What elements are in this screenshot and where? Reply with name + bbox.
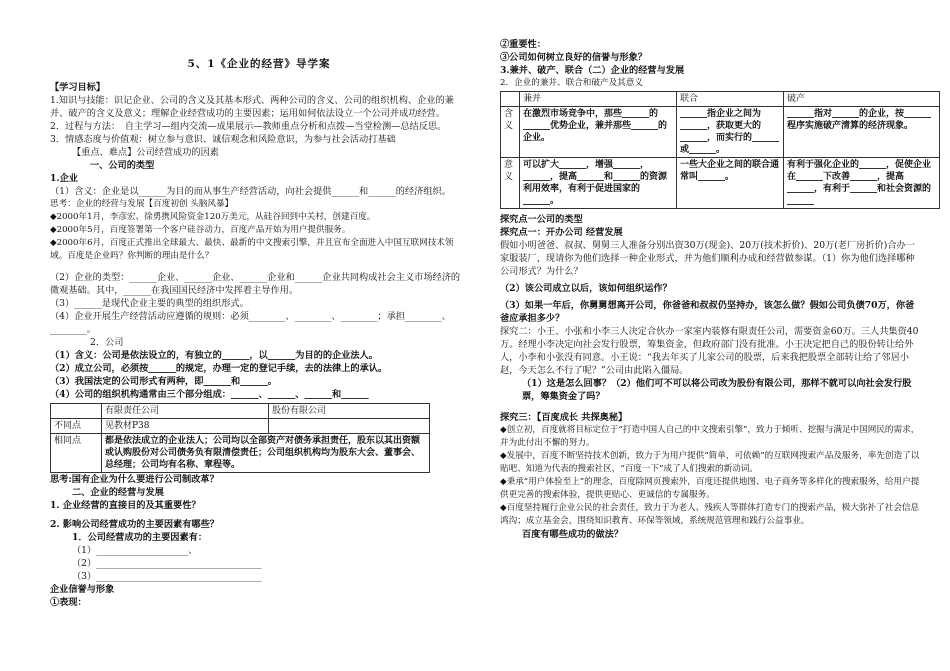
success-factor-3: （3）____________________________________	[72, 571, 262, 582]
page-title: 5、1《企业的经营》导学案	[187, 58, 331, 70]
explore-2-questions: （1）这是怎么回事？（2）他们可不可以将公司改为股份有限公司，那样不就可以向社会发行股票，筹集资金了吗？	[522, 378, 912, 402]
merger-subheading: 2．企业的兼并、联合和破产及其意义	[500, 78, 643, 88]
table1-cell-llc: 见教材P38	[102, 419, 269, 434]
objective-process: 2．过程与方法： 自主学习—组内交流—成果展示—教师重点分析和点拨—当堂检测—总结反思。	[50, 121, 447, 132]
company-comparison-table	[50, 403, 430, 473]
table2-header-union: 联合	[677, 92, 784, 107]
success-factor-1: （1）____________________、	[72, 545, 198, 556]
table1-header-jsc: 股份有限公司	[269, 404, 430, 419]
question-success-factors: 2. 影响公司经营成功的主要因素有哪些？	[50, 519, 219, 530]
table2-header-bankruptcy: 破产	[784, 92, 940, 107]
enterprise-rules: （4）企业开展生产经营活动应遵循的规则：必须________、________、________；承担________、________。	[50, 311, 451, 335]
table2-union-significance: 一些大企业之间的联合通常叫______。	[677, 158, 784, 209]
enterprise-types: （2）企业的类型：______企业、______企业、______企业和______企业共同构成社会主义市场经济的微观基础。其中，______在我国国民经济中发挥着主导作用。	[50, 272, 461, 296]
explore-3-question: 百度有哪些成功的做法？	[522, 529, 624, 540]
reputation-question: ③公司如何树立良好的信誉与形象？	[500, 52, 647, 63]
success-factors-heading: 1．公司经营成功的主要因素有：	[72, 532, 208, 543]
subheading-enterprise: 1.企业	[50, 173, 78, 184]
company-forms: （3）我国法定的公司形式有两种，即______和______。	[50, 376, 277, 387]
table2-bankruptcy-significance: 有利于强化企业的______，促使企业在______下改善______，提高______，有利于______和社会资源的______	[784, 158, 940, 209]
baidu-fact-1: ◆2000年1月，李彦宏、徐勇携风险资金120万美元，从硅谷回到中关村，创建百度。	[50, 212, 376, 222]
baidu-fact-2: ◆2000年5月，百度签署第一个客户硅谷动力，百度产品开始为用户提供服务。	[50, 225, 351, 235]
table1-cell-jsc	[269, 419, 430, 434]
table2-row-significance: 意义	[501, 158, 520, 209]
key-points: 【重点、难点】公司经营成功的因素	[72, 147, 219, 158]
table2-bankruptcy-meaning: ______指对______的企业，按______程序实施破产清算的经济现象。	[784, 107, 940, 158]
table2-row-meaning: 含义	[501, 107, 520, 158]
reputation-manifestation: ①表现：	[50, 597, 87, 608]
think-baidu-start: 思考：企业的经营与发展【百度初创 头脑风暴】	[50, 199, 234, 209]
table1-header-llc: 有限责任公司	[102, 404, 269, 419]
table2-merger-meaning: 在激烈市场竞争中，那些______的______优势企业，兼并那些______的企业。	[520, 107, 677, 158]
objective-knowledge: 1.知识与技能：识记企业、公司的含义及其基本形式、两种公司的含义、公司的组织机构、企业的兼并、破产的含义及意义；理解企业经营成功的主要因素；运用如何依法设立一个公司并成功经营。	[50, 95, 454, 119]
left-column	[50, 0, 468, 609]
table2-corner	[501, 92, 520, 107]
enterprise-form: （3）______是现代企业主要的典型的组织形式。	[50, 298, 249, 309]
right-column	[500, 0, 932, 541]
section-operation: 二、企业的经营与发展	[72, 487, 164, 498]
baidu-success-3: ◆秉承“用户体验至上”的理念，百度除网页搜索外，百度还提供地图、电子商务等多样化的搜索服务，给用户提供更完善的搜索体验，提供更贴心、更诚信的专属服务。	[500, 477, 920, 500]
section-company-types: 一、公司的类型	[90, 160, 155, 171]
merger-table	[500, 91, 940, 209]
table1-cell-similarities: 都是依法成立的企业法人；公司均以全部资产对债务承担责任，股东以其出资额或认购股份对公司债务负有限清偿责任；公司组织机构均为股东大会、董事会、总经理；公司均有名称、章程等。	[102, 434, 430, 473]
explore-1-title: 探究点一：开办公司 经营发展	[500, 227, 623, 238]
objectives-heading: 【学习目标】	[50, 82, 106, 93]
table2-union-meaning: ______指企业之间为______，获取更大的______，而实行的______或______。	[677, 107, 784, 158]
explore-1-question-2: （2）该公司成立以后，该如何组织运作？	[500, 283, 672, 294]
table2-header-merger: 兼并	[520, 92, 677, 107]
company-definition: （1）含义：公司是依法设立的，有独立的______，以______为目的的企业法人。	[50, 350, 378, 361]
table1-corner	[51, 404, 102, 419]
explore-1-heading: 探究点一公司的类型	[500, 214, 583, 225]
explore-1-scenario: 假如小明爸爸、叔叔、舅舅三人准备分别出资30万(现金)、20万(技术折价)、20万(老厂房折价)合办一家服装厂，现请你为他们选择一种企业形式，并为他们顺利办成和经营做参谋。（1）你为他们选择哪种公司形式？为什么？	[500, 240, 915, 277]
table1-row-differences: 不同点	[51, 419, 102, 434]
objective-attitude: 3．情感态度与价值观：树立参与意识、诚信观念和风险意识，为参与社会活动打基础	[50, 134, 396, 145]
company-registration: （2）成立公司，必须按______的规定，办理一定的登记手续，去的法律上的承认。	[50, 363, 388, 374]
section-merger: 3.兼并、破产、联合（二）企业的经营与发展	[500, 65, 685, 76]
baidu-success-2: ◆发展中，百度不断坚持技术创新，致力于为用户提供“简单，可依赖”的互联网搜索产品及服务，率先创造了以贴吧、知道为代表的搜索社区，“百度一下”成了人们搜索的新动词。	[500, 451, 920, 474]
think-soe-reform: 思考:国有企业为什么要进行公司制改革？	[50, 474, 219, 485]
table1-row-similarities: 相同点	[51, 434, 102, 473]
company-organization: （4）公司的组织机构通常由三个部分组成：______、______、______和______	[50, 389, 369, 400]
question-purpose: 1. 企业经营的直接目的及其重要性？	[50, 500, 201, 511]
table2-merger-significance: 可以扩大______，增强______，______，提高______和______的资源利用效率，有利于促进国家的______。	[520, 158, 677, 209]
subheading-company: 2．公司	[90, 337, 124, 348]
explore-2-scenario: 探究二：小王、小张和小李三人决定合伙办一家室内装修有限责任公司，需要资金60万。三人共集资40万。经理小李决定向社会发行股票，筹集资金，但政府部门没有批准。小王决定把自己的股份转让给外人，小李和小张没有同意。小王说：“我去年买了儿家公司的股票，后来我把股票全部转让给了邻居小赵，今天怎么不行了呢？”公司由此陷入僵局。	[500, 326, 919, 376]
reputation-importance: ②重要性：	[500, 39, 546, 50]
reputation-heading: 企业信誉与形象	[50, 584, 115, 595]
baidu-success-1: ◆创立初，百度就将目标定位于“打造中国人自己的中文搜索引擎”，致力于倾听、挖掘与满足中国网民的需求，并为此付出不懈的努力。	[500, 425, 920, 448]
baidu-success-4: ◆百度坚持履行企业公民的社会责任，致力于为老人、残疾人等群体打造专门的搜索产品，极大弥补了社会信息鸿沟；成立基金会，围绕知识教育、环保等领域，系统规范管理和践行公益事业。	[500, 503, 920, 526]
baidu-fact-3: ◆2000年6月，百度正式推出全球最大、最快、最新的中文搜索引擎，并且宣布全面进入中国互联网技术领域。百度是企业吗？你判断的理由是什么？	[50, 238, 454, 261]
explore-1-question-3: （3）如果一年后，你舅舅想离开公司，你爸爸和叔叔仍坚持办，该怎么做？假如公司负债70万，你爸爸应承担多少？	[500, 300, 915, 324]
success-factor-2: （2）____________________________________	[72, 558, 262, 569]
enterprise-definition: （1）含义：企业是以______为目的而从事生产经营活动，向社会提供______和______的经济组织。	[50, 186, 451, 197]
explore-3-heading: 探究三：【百度成长 共探奥秘】	[500, 412, 628, 423]
